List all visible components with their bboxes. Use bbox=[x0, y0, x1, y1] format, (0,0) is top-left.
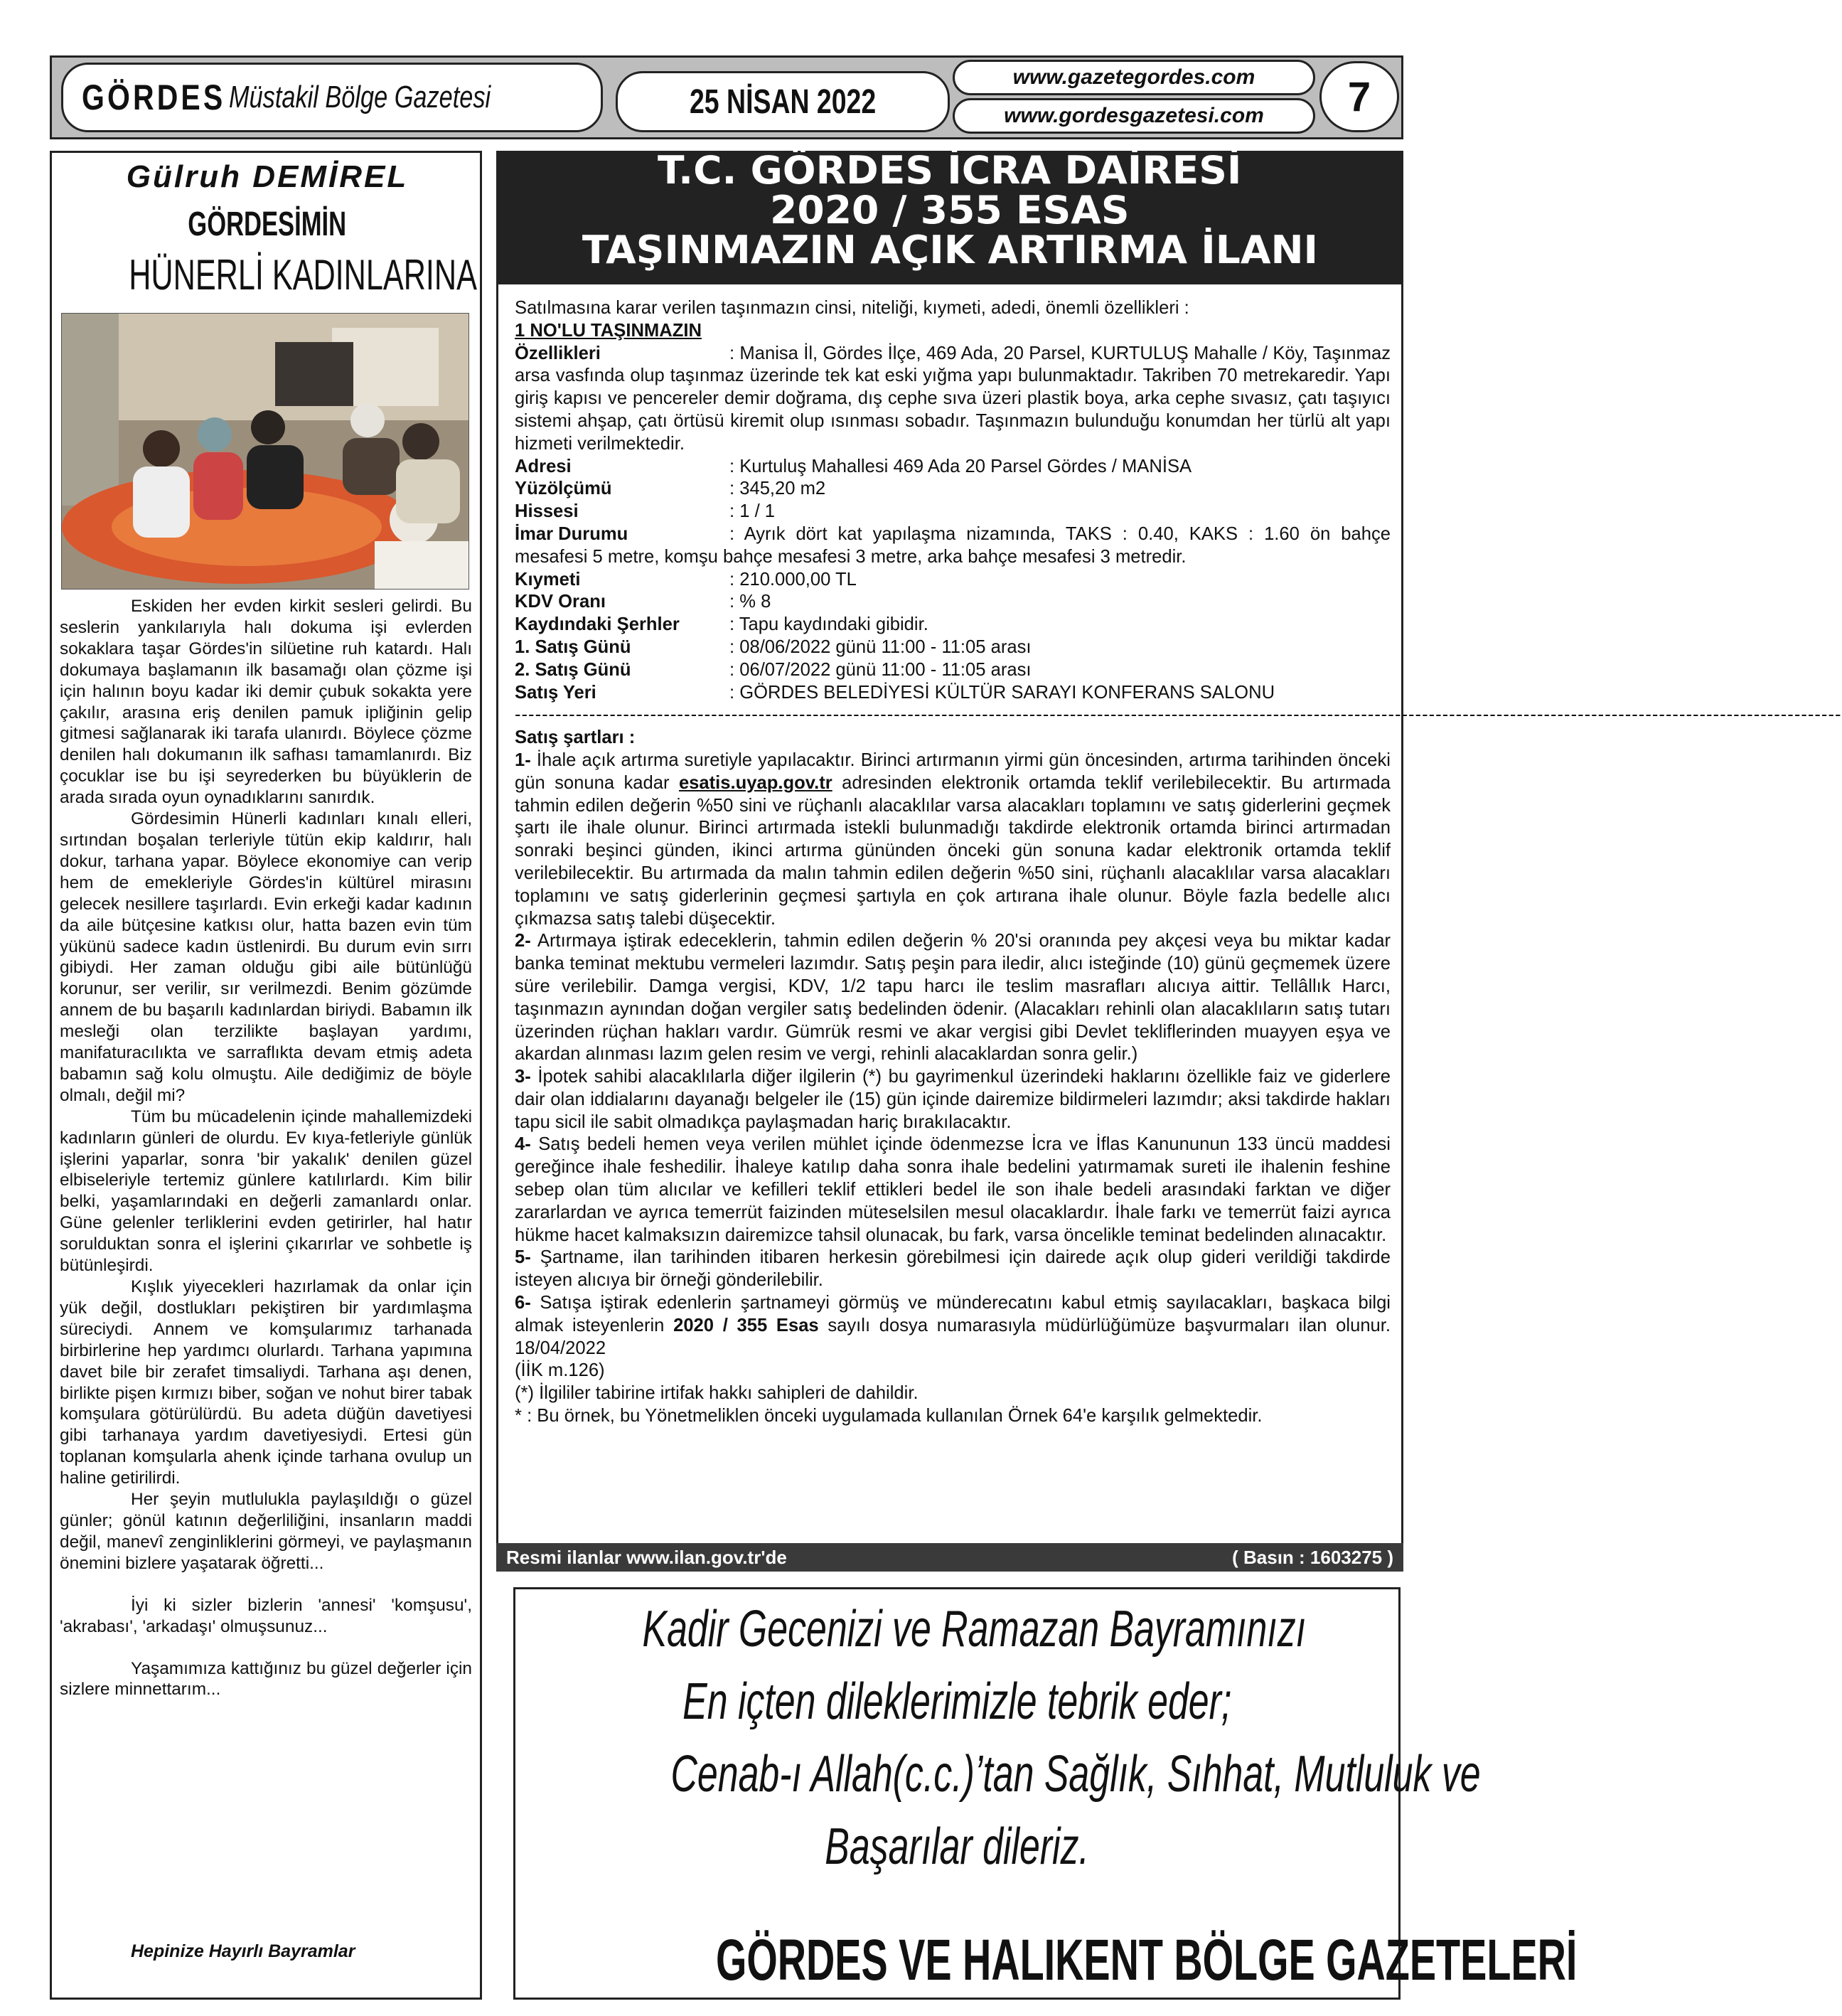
notice-row: Satış Yeri : GÖRDES BELEDİYESİ KÜLTÜR SARAYI KONFERANS SALONU bbox=[515, 682, 1275, 703]
notice-title-1: T.C. GÖRDES İCRA DAİRESİ bbox=[658, 148, 1242, 193]
website-link-1[interactable]: www.gazetegordes.com bbox=[953, 60, 1315, 95]
condition-4: 4- Satış bedeli hemen veya verilen mühlet içinde ödenmezse İcra ve İflas Kanununun 133 üncü maddesi gereğince ihale feshedilir. İhaleye katılıp daha sonra ihale bedelini yatırmamak sureti ile ihalenin feshine sebep olan tüm alıcılar ve kefilleri teklif ettikleri bedel ile son ihale bedeli arasındaki farktan ve diğer zararlardan ve ayrıca temerrüt faizinden müteselsilen mesul olacaklardır. İhale farkı ve temerrüt faizi ayrıca hükme hacet kalmaksızın dairemizce tahsil olunacak, bu fark, varsa öncelikle teminat bedelinden alınacaktır. bbox=[515, 1134, 1391, 1245]
official-notices-link[interactable]: Resmi ilanlar www.ilan.gov.tr'de bbox=[506, 1547, 787, 1568]
paper-subtitle: Müstakil Bölge Gazetesi bbox=[228, 80, 491, 114]
notice-row: Kaydındaki Şerhler : Tapu kaydındaki gibidir. bbox=[515, 614, 928, 635]
greeting-line: Kadir Gecenizi ve Ramazan Bayramınızı bbox=[642, 1601, 1307, 1658]
esatis-link[interactable]: esatis.uyap.gov.tr bbox=[678, 772, 832, 793]
article-paragraph: İyi ki sizler bizlerin 'annesi' 'komşusu', 'akrabası', 'arkadaşı' olmuşsunuz... bbox=[60, 1595, 472, 1636]
page-number: 7 bbox=[1319, 61, 1399, 132]
notice-row: 2. Satış Günü : 06/07/2022 günü 11:00 - 11:05 arası bbox=[515, 659, 1032, 680]
article-photo bbox=[61, 313, 469, 590]
notice-intro: Satılmasına karar verilen taşınmazın cinsi, niteliği, kıymeti, adedi, önemli özellikleri : bbox=[515, 298, 1189, 318]
article-body bbox=[60, 596, 472, 1700]
greeting-line: En içten dileklerimizle tebrik eder; bbox=[682, 1673, 1232, 1730]
condition-3: 3- İpotek sahibi alacaklılarla diğer ilgilerin (*) bu gayrimenkul üzerindeki haklarını özellikle faiz ve giderlere dair olan iddialarını dayanağı belgeler ile (15) gün içinde dairemize bildirmeleri lazımdır; aksi takdirde hakları tapu sicil ile sabit olmadıkça paylaşmadan hariç bırakılacaktır. bbox=[515, 1067, 1391, 1132]
website-link-2[interactable]: www.gordesgazetesi.com bbox=[953, 98, 1315, 134]
condition-1: 1- İhale açık artırma suretiyle yapılacaktır. Birinci artırmanın yirmi gün öncesinden, artırma tarihinden önceki gün sonuna kadar esatis.uyap.gov.tr adresinden elektronik ortamda teklif verilebilecektir. Bu artırmada tahmin edilen değerin %50 sini ve rüçhanlı alacaklılar varsa alacakları toplamını ve satış giderlerini geçmek şartı ile ihale olunur. Birinci artırmada istekli bulunmadığı takdirde elektronik ortamda birinci artırmadan sonraki beşinci günden, ikinci artırma gününden önceki gün sonuna kadar elektronik ortamda teklif verilebilecektir. Bu artırmada da malın tahmin edilen değerin %50 sini, rüçhanlı alacaklılar varsa alacakları toplamını ve satış giderlerinin geçmesi şartıyla en çok artırana ihale olunur. Böyle fazla bedelle alıcı çıkmazsa satış talebi düşecektir. bbox=[515, 750, 1391, 929]
condition-5: 5- Şartname, ilan tarihinden itibaren herkesin görebilmesi için dairede açık olup gideri verildiği takdirde isteyen alıcıya bir örneği gönderilebilir. bbox=[515, 1247, 1391, 1291]
article-subtitle: HÜNERLİ KADINLARINA bbox=[129, 251, 477, 299]
notice-row: KDV Oranı : % 8 bbox=[515, 592, 771, 612]
article-paragraph: Gördesimin Hünerli kadınları kınalı elleri, sırtından boşalan terleriyle tütün ekip kaldırır, halı dokur, tarhana yapar. Böylece ekonomiye can verip hem de emekleriyle Gördes'in kültürel mirasını gelecek nesillere taşırlardı. Evin erkeği kadar kadının da aile bütçesine katkısı olur, hatta bazen evin tüm yükünü sadece kadın üstlenirdi. Bu durum evin sırrı gibiydi. Her zaman olduğu gibi aile bütünlüğü korunur, ser verilir, sır verilmezdi. Benim gözümde annem de bu başarılı kadınlardan biriydi. Babamın ilk mesleği olan terzilikte başlayan yardımı, manifaturacılıkta ve sarraflıkta devam etmiş adeta babamın sağ kolu olmuştu. Aile dediğimiz de böyle olmalı, değil mi? bbox=[60, 809, 472, 1105]
condition-2: 2- Artırmaya iştirak edeceklerin, tahmin edilen değerin % 20'si oranında pey akçesi veya bu miktar kadar banka teminat mektubu vermeleri lazımdır. Satış peşin para iledir, alıcı isteğinde (10) günü geçmemek üzere süre verilebilir. Damga vergisi, KDV, 1/2 tapu harcı ile teslim masrafları alıcıya aittir. Tellâllık Harcı, taşınmazın aynından doğan vergiler satış bedelinden ödenir. (Alacakları rehinli olan alacaklıların satış tutarı üzerinden rüçhan hakları vardır. Gümrük resmi ve akar vergisi gibi Devlet tekliflerinden muayyen eşya ve akardan alınması lazım gelen resim ve vergi, rehinli alacaklardan sonra gelir.) bbox=[515, 931, 1391, 1065]
article-author: Gülruh DEMİREL bbox=[126, 159, 409, 194]
paper-name-pill bbox=[61, 63, 603, 132]
notice-header bbox=[496, 148, 1403, 284]
notice-body bbox=[515, 297, 1842, 1428]
notice-title-3: TAŞINMAZIN AÇIK ARTIRMA İLANI bbox=[582, 228, 1318, 272]
notice-row: 1. Satış Günü : 08/06/2022 günü 11:00 - 11:05 arası bbox=[515, 636, 1032, 657]
greeting-line: Cenab-ı Allah(c.c.)’tan Sağlık, Sıhhat, Mutluluk ve bbox=[670, 1746, 1481, 1803]
article-paragraph: Tüm bu mücadelenin içinde mahallemizdeki kadınların günleri de olurdu. Ev kıya-fetleriyle günlük işlerini yaparlar, sonra 'bir yakalık' denilen güzel elbiseleriyle tertemiz günlere katılırlardı. Kim bilir belki, yaşamlarındaki en değerli zamanlardı onlar. Güne gelenler terliklerini evden getirirler, hal hatır sorulduktan sonra el işlerini çıkarırlar ve sohbetle iş bütünleşirdi. bbox=[60, 1106, 472, 1276]
legal-reference: (İİK m.126) bbox=[515, 1360, 605, 1381]
footnote-1: (*) İlgililer tabirine irtifak hakkı sahipleri de dahildir. bbox=[515, 1383, 919, 1404]
notice-row: Yüzölçümü : 345,20 m2 bbox=[515, 479, 826, 499]
greeting-line: Başarılar dileriz. bbox=[825, 1818, 1089, 1875]
dashed-divider: ---------------------------------------------------------------------------------------------------------------------------------------------------------------------------------------------------- bbox=[515, 705, 1842, 725]
paper-name: GÖRDES bbox=[82, 78, 226, 117]
notice-subhead: 1 NO'LU TAŞINMAZIN bbox=[515, 320, 702, 341]
footnote-2: * : Bu örnek, bu Yönetmeliklen önceki uygulamada kullanılan Örnek 64'e karşılık gelmektedir. bbox=[515, 1406, 1263, 1426]
notice-zoning: İmar Durumu : Ayrık dört kat yapılaşma nizamında, TAKS : 0.40, KAKS : 1.60 ön bahçe mesafesi 5 metre, komşu bahçe mesafesi 3 metre, arka bahçe mesafesi 3 metredir. bbox=[515, 523, 1391, 567]
press-code: ( Basın : 1603275 ) bbox=[1232, 1547, 1393, 1568]
article-paragraph: Eskiden her evden kirkit sesleri gelirdi. Bu seslerin yankılarıyla halı dokuma işi evlerden sokaklara taşar Gördes'in silüetine ruh katardı. Halı dokumaya başlamanın ilk basamağı olan çözme işi için halının boyu kadar iki demir çubuk sokakta yere çakılır, arasına eriş denilen pamuk ipliğinin gelip gitmesi sağlanarak iki tarafa ulanırdı. Böylece çözme denilen halı dokumanın ilk safhası tamamlanırdı. Biz çocuklar ise bu işi seyrederken bu büyüklerin de arada sırada oyun oynadıklarını sanırdık. bbox=[60, 597, 472, 808]
article-title: GÖRDESİMİN bbox=[188, 206, 347, 243]
issue-date: 25 NİSAN 2022 bbox=[616, 71, 950, 132]
article-paragraph: Yaşamımıza kattığınız bu güzel değerler için sizlere minnettarım... bbox=[60, 1658, 472, 1700]
article-signoff: Hepinize Hayırlı Bayramlar bbox=[131, 1941, 355, 1961]
notice-row: Kıymeti : 210.000,00 TL bbox=[515, 569, 857, 590]
notice-title-2: 2020 / 355 ESAS bbox=[770, 188, 1130, 233]
notice-row: Hissesi : 1 / 1 bbox=[515, 501, 776, 522]
greeting-signature: GÖRDES VE HALIKENT BÖLGE GAZETELERİ bbox=[716, 1928, 1578, 1993]
condition-6: 6- Satışa iştirak edenlerin şartnameyi görmüş ve münderecatını kabul etmiş sayılacakları, başkaca bilgi almak isteyenlerin 2020 / 355 Esas sayılı dosya numarasıyla müdürlüğümüze başvurmaları ilan olunur. 18/04/2022 bbox=[515, 1293, 1391, 1358]
notice-row: Adresi : Kurtuluş Mahallesi 469 Ada 20 Parsel Gördes / MANİSA bbox=[515, 456, 1192, 476]
article-paragraph: Her şeyin mutlulukla paylaşıldığı o güzel günler; gönül katının değerliliğini, insanların maddi değil, manevî zenginliklerini görmeyi, ve paylaşmanın önemini bizlere yaşatarak öğretti... bbox=[60, 1490, 472, 1573]
conditions-heading: Satış şartları : bbox=[515, 727, 636, 748]
notice-features: Özellikleri : Manisa İl, Gördes İlçe, 469 Ada, 20 Parsel, KURTULUŞ Mahalle / Köy, Taşınmaz arsa vasfında olup taşınmaz üzerinde tek kat eski yığma yapı bulunmaktadır. Takriben 70 metrekaredir. Yapı giriş kapısı ve pencereler demir doğrama, dış cephe sıva üzeri plastik boya, arka cephe sıvasız, çatı taşıyıcı sistemi ahşap, çatı örtüsü kiremit olup ısınması sobadır. Taşınmazın bulunduğu konumdan her türlü alt yapı hizmeti verilmektedir. bbox=[515, 343, 1391, 454]
article-paragraph: Kışlık yiyecekleri hazırlamak da onlar için yük değil, dostlukları pekiştiren bir yardımlaşma süreciydi. Annem ve komşularımız tarhanada birbirlerine hep yardımcı olurlardı. Tarhana yapımına davet bile bir zerafet timsaliydi. Tarhana aşı denen, birlikte pişen kırmızı biber, soğan ve nohut birer tabak komşulara götürülürdü. Bu adeta düğün davetiyesi gibi tarhanaya yardım davetiyesiydi. Ertesi gün toplanan komşularla ahenk içinde tarhana ovulup un haline getirilirdi. bbox=[60, 1277, 472, 1488]
notice-footer bbox=[496, 1543, 1403, 1572]
